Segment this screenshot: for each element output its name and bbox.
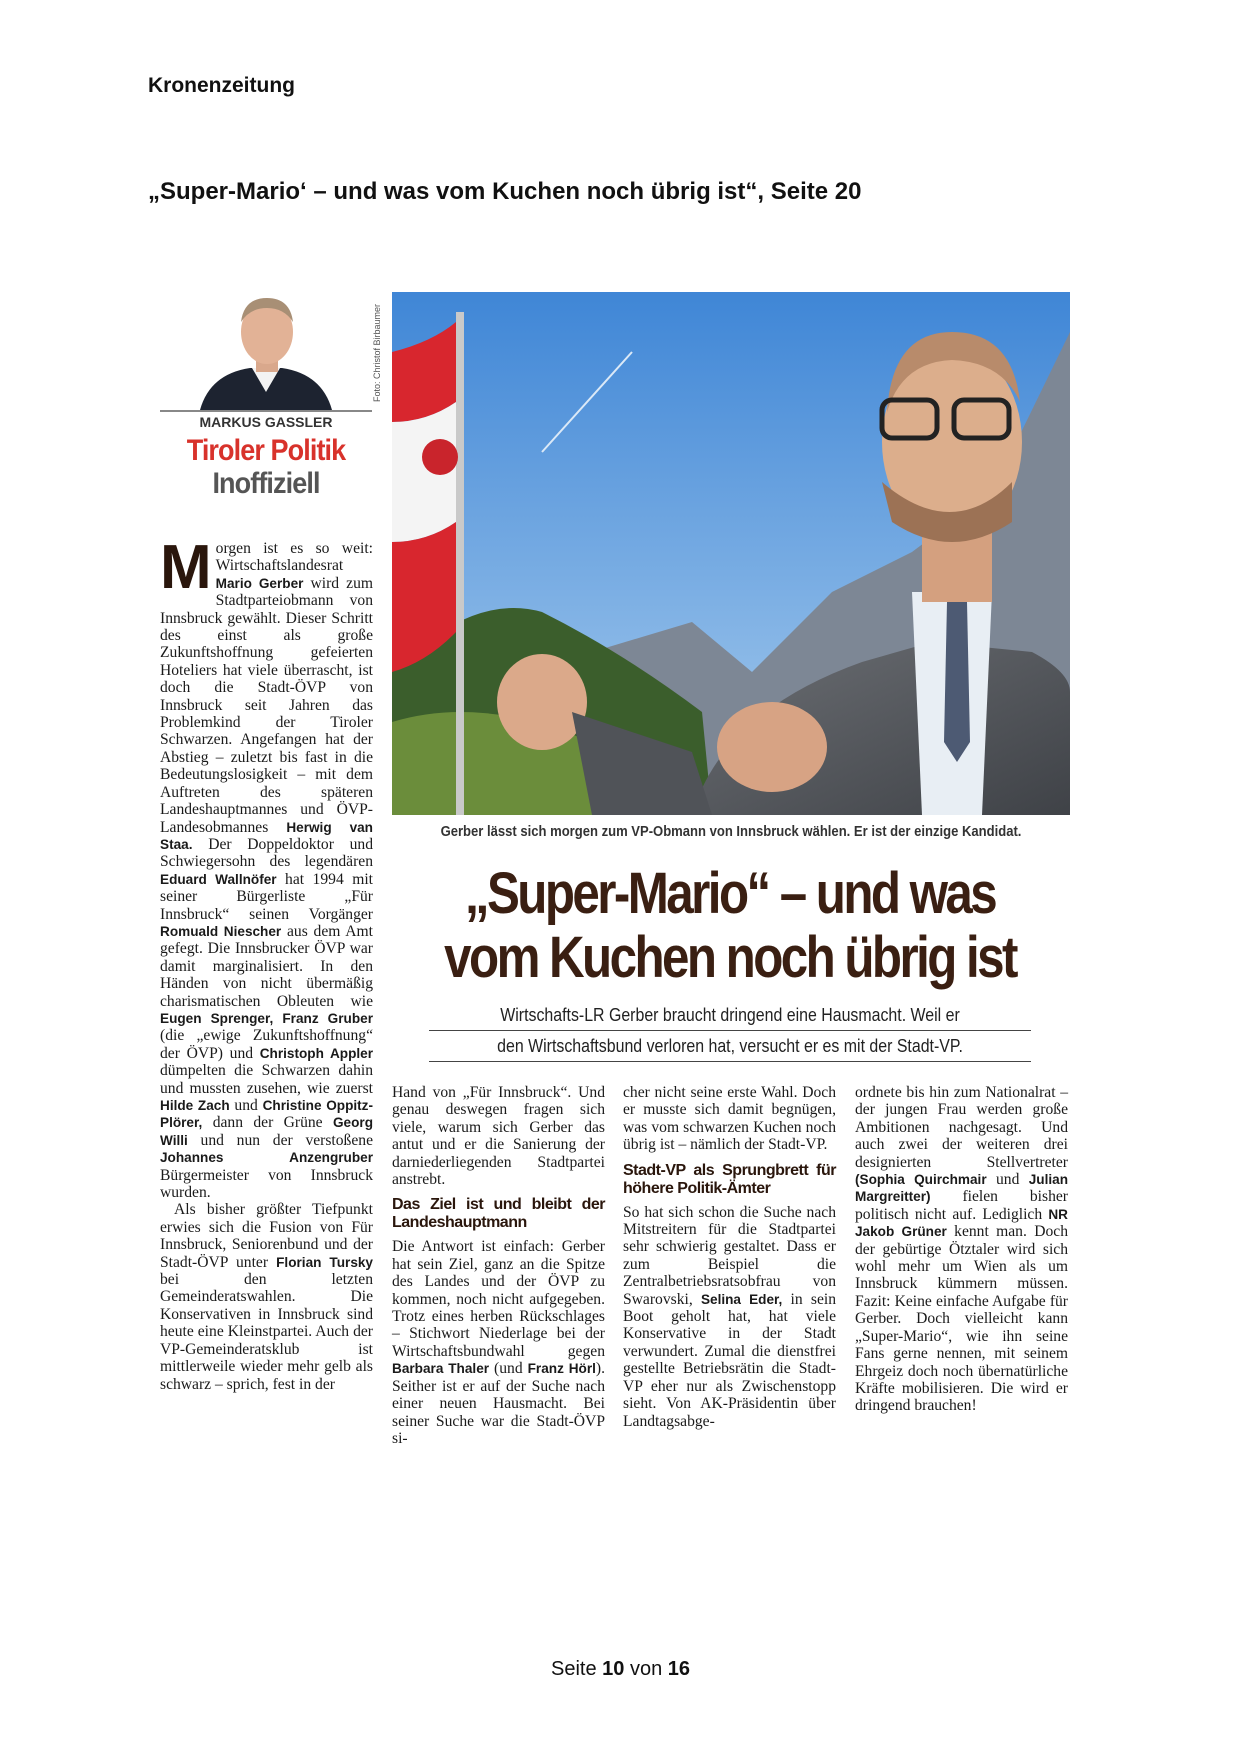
text-run: in sein Boot geholt hat, hat viele Konservative in der Stadt verwundert. Zumal die dienstfrei gestellte Betriebsrätin die Stadt-VP eher nur als Zwischenstopp sieht. Von AK-Präsidentin über Landtagsabge- [623,1290,837,1430]
photo-caption: Gerber lässt sich morgen zum VP-Obmann von Innsbruck wählen. Er ist der einzige Kandidat. [440,824,1022,840]
section-subheading: Stadt-VP als Sprungbrett für höhere Politik-Ämter [623,1161,836,1197]
column-title [144,434,389,500]
text-run: und nun der verstoßene [187,1131,373,1149]
person-name: Selina Eder, [700,1291,783,1307]
article-paragraph [623,1204,836,1430]
article-photo [392,292,1070,815]
text-run: wird zum Stadtparteiobmann von Innsbruck gewählt. Dieser Schritt des einst als große Zukunftshoffnung gefeierten Hoteliers hat viele überrascht, ist doch die Stadt-ÖVP von Innsbruck seit Jahren das Problemkind der Tiroler Schwarzen. Angefangen hat der Abstieg – zuletzt bis fast in die Bedeutungslosigkeit – mit dem Auftreten des späteren Landeshauptmannes und ÖVP-Landesobmannes [160,574,373,836]
text-run: So hat sich schon die Suche nach Mitstreitern für die Stadtpartei sehr schwierig gestaltet. Dass er zum Beispiel die Zentralbetriebsratsobfrau von Swarovski, [623,1203,836,1308]
person-name: Julian Margreitter) [855,1172,1069,1205]
person-name: Barbara Thaler [392,1361,490,1377]
text-run: (die „ewige Zukunftshoffnung“ der ÖVP) und [160,1027,373,1062]
footer-middle: von [624,1658,668,1680]
text-run: hat 1994 mit seiner Bürgerliste „Für Innsbruck“ seinen Vorgänger [160,870,373,923]
footer-prefix: Seite [550,1658,603,1680]
person-name: Christine Oppitz-Plörer, [160,1098,373,1131]
article-paragraph [392,1084,605,1188]
text-run: (und [489,1360,528,1378]
author-name: MARKUS GASSLER [199,414,333,430]
text-run: Der Doppeldoktor und Schwiegersohn des legendären [160,835,373,871]
person-name: Mario Gerber [215,575,304,591]
text-run: Bürgermeister von Innsbruck wurden. [160,1166,373,1202]
article-paragraph [160,1201,373,1392]
article-subheadline [429,1000,1031,1062]
current-page: 10 [602,1658,625,1680]
person-name: Herwig van Staa. [160,819,373,852]
text-run: Hand von „Für Innsbruck“. Und genau deswegen fragen sich viele, warum sich Gerber das antut und er die Sanierung der darniederliegenden Stadtpartei anstrebt. [392,1084,605,1189]
person-name: Romuald Niescher [160,923,282,939]
subhead-line-1: Wirtschafts-LR Gerber braucht dringend eine Hausmacht. Weil er [429,1000,1031,1031]
text-run: und [229,1097,263,1114]
article-paragraph [855,1084,1068,1415]
text-run: orgen ist es so weit: Wirtschaftslandesrat [215,540,373,575]
person-name: Eugen Sprenger, Franz Gruber [160,1010,373,1026]
column-title-line2: Inoffiziell [212,467,320,500]
text-run: bei den letzten Gemeinderatswahlen. Die Konservativen in Innsbruck sind heute eine Kleinstpartei. Auch der VP-Gemeinderatsklub ist mittlerweile wieder mehr gelb als schwarz – sprich, fest in der [160,1271,373,1393]
article-paragraph [623,1084,836,1154]
text-run: ordnete bis hin zum Nationalrat – der jungen Frau werden große Ambitionen nachgesagt. Und auch zwei der weiteren drei designierten Stellvertreter [855,1084,1068,1171]
article-column-4 [855,1084,1068,1415]
photo-credit-text: Foto: Christof Birbaumer [372,303,382,402]
text-run: kennt man. Doch der gebürtige Ötztaler wird sich wohl mehr um Wien als um Innsbruck kümmern müssen. Fazit: Keine einfache Aufgabe für Gerber. Doch vielleicht kann „Super-Mario“, wie ihn seine Fans gerne nennen, mit seinem Ehrgeiz doch noch übernatürliche Kräfte mobilisieren. Die wird er dringend brauchen! [855,1223,1068,1415]
text-run: Als bisher größter Tiefpunkt erwies sich die Fusion von Für Innsbruck, Seniorenbund und der Stadt-ÖVP unter [160,1201,373,1271]
photo-credit [372,292,388,402]
article-column-3 [623,1084,836,1430]
subhead-line-2: den Wirtschaftsbund verloren hat, versucht er es mit der Stadt-VP. [429,1031,1031,1062]
text-run: Die Antwort ist einfach: Gerber hat sein Ziel, ganz an die Spitze des Landes und der ÖVP zu kommen, noch nicht aufgegeben. Trotz eines herben Rückschlages – Stichwort Niederlage bei der Wirtschaftsbundwahl gegen [392,1238,605,1360]
text-run: aus dem Amt gefegt. Die Innsbrucker ÖVP war damit marginalisiert. In den Händen von nicht übermäßig charismatischen Obleuten wie [160,922,373,1010]
section-subheading: Das Ziel ist und bleibt der Landeshauptmann [392,1196,605,1232]
article-column-1 [160,533,374,1393]
article-headline [390,862,1070,990]
source-name: Kronenzeitung [148,74,295,97]
person-name: Florian Tursky [276,1254,373,1270]
article-paragraph [392,1238,605,1447]
drop-cap: M [160,533,212,602]
article-column-2 [392,1084,605,1447]
text-run: fielen bisher politisch nicht auf. Lediglich [855,1188,1068,1223]
person-name: NR Jakob Grüner [855,1206,1068,1240]
page-footer [0,1658,1241,1681]
person-name: Franz Hörl [527,1361,596,1377]
person-name: Johannes Anzengruber [160,1150,373,1166]
document-title: „Super-Mario‘ – und was vom Kuchen noch übrig ist“, Seite 20 [148,178,862,205]
author-photo [160,292,372,412]
text-run: und [986,1171,1029,1189]
person-name: Georg Willi [160,1115,373,1148]
text-run: ). Seither ist er auf der Suche nach einer neuen Hausmacht. Bei seiner Suche war die Stadt-ÖVP si- [392,1360,606,1447]
text-run: cher nicht seine erste Wahl. Doch er musste sich damit begnügen, was vom schwarzen Kuchen noch übrig ist – nämlich der Stadt-VP. [623,1084,836,1154]
total-pages: 16 [667,1658,690,1680]
person-name: Hilde Zach [160,1098,230,1113]
text-run: dümpelten die Schwarzen dahin und mussten zusehen, wie zuerst [160,1062,373,1097]
person-name: (Sophia Quirchmair [855,1172,987,1188]
column-title-line1: Tiroler Politik [186,434,346,467]
headline-line-1: „Super-Mario“ – und was [464,861,996,926]
article-paragraph [160,533,374,1202]
person-name: Eduard Wallnöfer [160,871,277,887]
text-run: dann der Grüne [202,1114,333,1132]
person-name: Christoph Appler [259,1045,374,1061]
headline-line-2: vom Kuchen noch übrig ist [444,925,1016,990]
